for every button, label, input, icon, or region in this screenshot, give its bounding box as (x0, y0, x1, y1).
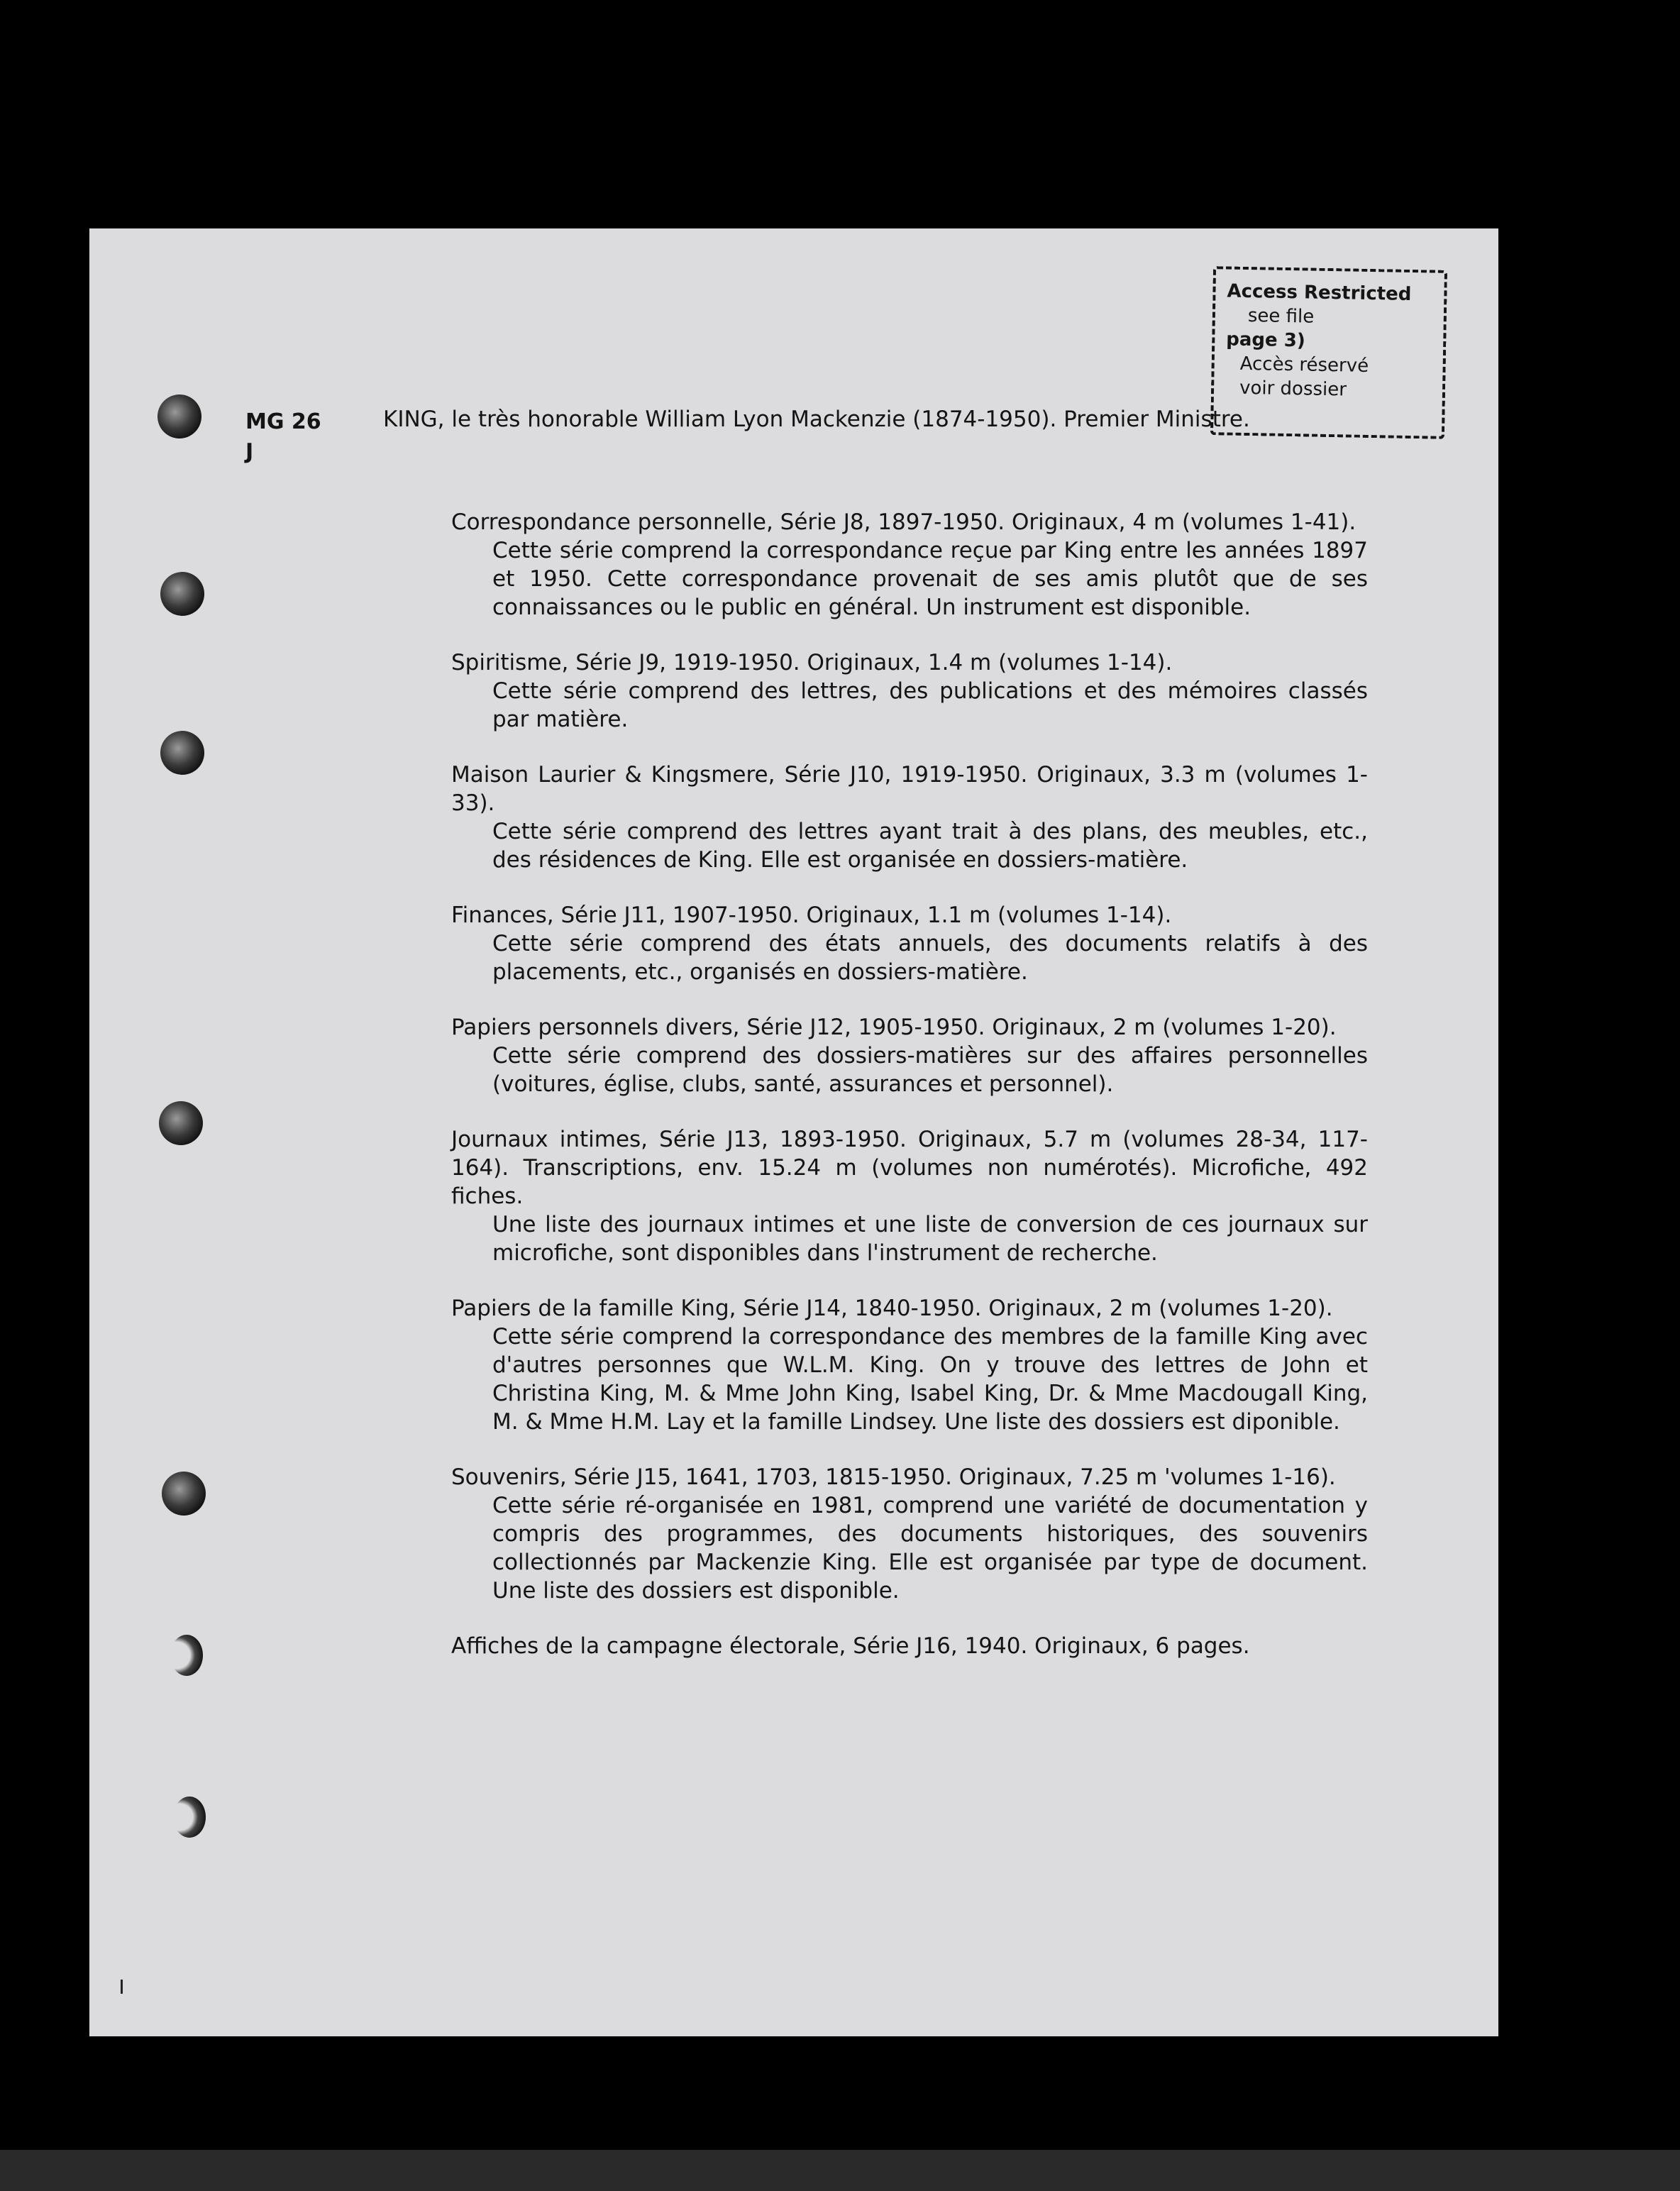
series-description: Cette série comprend des lettres ayant trait à des plans, des meubles, etc., des résidences de King. Elle est organisée en dossiers-matière. (492, 819, 1368, 873)
series-description: Cette série comprend la correspondance des membres de la famille King avec d'autres personnes que W.L.M. King. On y trouve des lettres de John et Christina King, M. & Mme John King, Isabel King, Dr. & Mme Macdougall King, M. & Mme H.M. Lay et la famille Lindsey. Une liste des dossiers est diponible. (492, 1324, 1368, 1435)
series-entry (451, 1632, 1368, 1660)
series-entry (451, 1463, 1368, 1605)
fonds-title: KING, le très honorable William Lyon Mackenzie (1874-1950). Premier Ministre. (383, 407, 1250, 432)
stamp-line: voir dossier (1239, 377, 1347, 401)
series-heading: Finances, Série J11, 1907-1950. Originaux, 1.1 m (volumes 1-14). (451, 903, 1172, 928)
binder-hole (160, 572, 204, 616)
series-heading: Maison Laurier & Kingsmere, Série J10, 1919-1950. Originaux, 3.3 m (volumes 1-33). (451, 762, 1368, 816)
scanner-edge (0, 2150, 1680, 2191)
series-entry (451, 508, 1368, 622)
series-entry (451, 761, 1368, 874)
stamp-line: see file (1247, 305, 1315, 328)
binder-hole (173, 1797, 206, 1838)
series-entry (451, 1294, 1368, 1436)
series-entry (451, 1013, 1368, 1098)
series-description: Cette série comprend des états annuels, des documents relatifs à des placements, etc., organisés en dossiers-matière. (492, 931, 1368, 985)
binder-hole (160, 731, 204, 775)
series-description: Cette série comprend la correspondance reçue par King entre les années 1897 et 1950. Cette correspondance provenait de ses amis plutôt que de ses connaissances ou le public en général. Un instrument est disponible. (492, 538, 1368, 620)
series-heading: Journaux intimes, Série J13, 1893-1950. Originaux, 5.7 m (volumes 28-34, 117-164). Transcriptions, env. 15.24 m (volumes non numérotés). Microfiche, 492 fiches. (451, 1127, 1368, 1209)
call-number-line: J (245, 439, 254, 464)
series-heading: Souvenirs, Série J15, 1641, 1703, 1815-1950. Originaux, 7.25 m 'volumes 1-16). (451, 1464, 1336, 1490)
stamp-line: Accès réservé (1239, 353, 1369, 377)
call-number-line: MG 26 (245, 409, 321, 434)
margin-mark (121, 1980, 123, 1994)
series-description: Cette série ré-organisée en 1981, comprend une variété de documentation y compris des programmes, des documents historiques, des souvenirs collectionnés par Mackenzie King. Elle est organisée par type de document. Une liste des dossiers est disponible. (492, 1493, 1368, 1604)
series-heading: Affiches de la campagne électorale, Série J16, 1940. Originaux, 6 pages. (451, 1633, 1250, 1659)
series-entry (451, 1125, 1368, 1267)
stamp-line: page 3) (1226, 329, 1305, 352)
series-entry (451, 901, 1368, 986)
series-description: Cette série comprend des lettres, des publications et des mémoires classés par matière. (492, 678, 1368, 732)
series-heading: Papiers de la famille King, Série J14, 1840-1950. Originaux, 2 m (volumes 1-20). (451, 1296, 1333, 1321)
series-entry (451, 649, 1368, 734)
series-description: Cette série comprend des dossiers-matières sur des affaires personnelles (voitures, église, clubs, santé, assurances et personnel). (492, 1043, 1368, 1097)
binder-hole (158, 394, 201, 438)
series-description: Une liste des journaux intimes et une liste de conversion de ces journaux sur microfiche, sont disponibles dans l'instrument de recherche. (492, 1212, 1368, 1266)
series-list (451, 508, 1368, 1687)
call-number (245, 407, 338, 467)
series-heading: Papiers personnels divers, Série J12, 1905-1950. Originaux, 2 m (volumes 1-20). (451, 1015, 1337, 1040)
series-heading: Correspondance personnelle, Série J8, 1897-1950. Originaux, 4 m (volumes 1-41). (451, 509, 1356, 535)
binder-hole (159, 1101, 203, 1145)
binder-hole (162, 1472, 206, 1516)
binder-hole (170, 1635, 203, 1676)
stamp-line: Access Restricted (1227, 280, 1412, 306)
series-heading: Spiritisme, Série J9, 1919-1950. Originaux, 1.4 m (volumes 1-14). (451, 650, 1173, 675)
